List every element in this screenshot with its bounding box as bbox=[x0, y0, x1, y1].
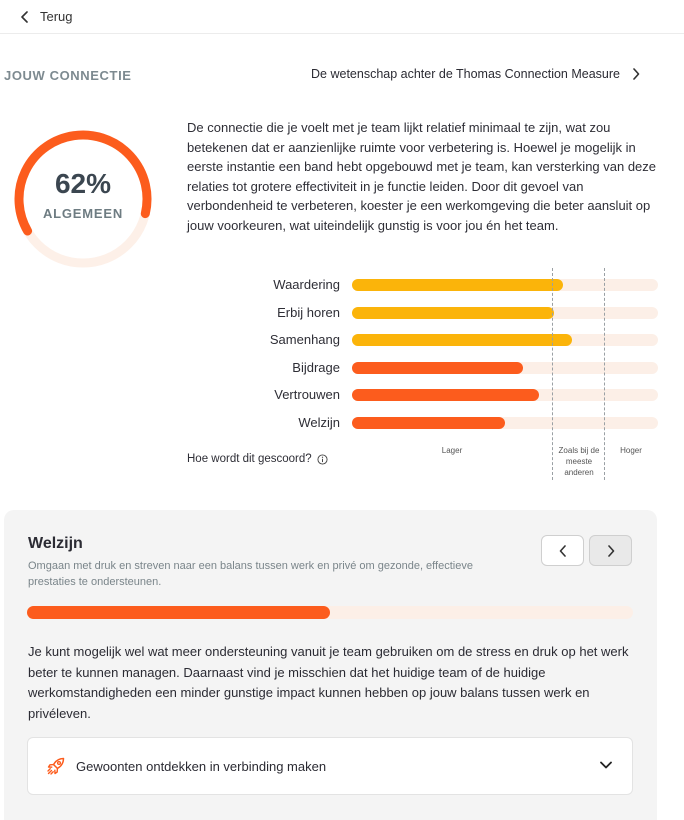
chevron-down-icon bbox=[600, 761, 612, 769]
dimension-label: Bijdrage bbox=[292, 359, 340, 375]
science-link-label: De wetenschap achter de Thomas Connection Measure bbox=[311, 67, 620, 81]
dimension-row bbox=[180, 358, 660, 378]
back-label: Terug bbox=[40, 9, 73, 24]
previous-button[interactable] bbox=[541, 535, 584, 566]
dimension-track bbox=[352, 307, 658, 319]
dimension-track bbox=[352, 417, 658, 429]
dimension-label: Samenhang bbox=[269, 332, 340, 347]
detail-body: Je kunt mogelijk wel wat meer ondersteuning vanuit je team gebruiken om de stress en druk op het werk beter te kunnen managen. Daarnaast vind je misschien dat het huidige team of de huidige werkomstandigheden een minder gunstige impact kunnen hebben op jouw balans tussen werk en privéleven. bbox=[28, 644, 629, 721]
dimension-row bbox=[180, 303, 660, 323]
dimension-row bbox=[180, 330, 660, 350]
dimension-row bbox=[180, 385, 660, 405]
dimension-fill bbox=[352, 279, 563, 291]
section-title: JOUW CONNECTIE bbox=[4, 68, 132, 83]
scale-mid-line: meeste bbox=[565, 457, 593, 466]
scale-mid bbox=[555, 445, 603, 478]
reference-line-low bbox=[552, 268, 553, 480]
dimension-fill bbox=[352, 334, 572, 346]
detail-title: Welzijn bbox=[28, 535, 83, 552]
how-scored-link[interactable] bbox=[187, 453, 328, 465]
detail-subtitle: Omgaan met druk en streven naar een balans tussen werk en privé om gezonde, effectieve prestaties te ondersteunen. bbox=[28, 560, 473, 588]
intro-text: De connectie die je voelt met je team lijkt relatief minimaal te zijn, wat zou betekenen dat er aanzienlijke ruimte voor verbetering is. Hoewel je mogelijk in eerste instantie een band hebt opgebouwd met je team, kan versterking van deze relaties tot grotere effectiviteit in je functie leiden. Door dit gevoel van verbondenheid te verbeteren, koester je een werkomgeving die beter aansluit op jouw voorkeuren, wat uiteindelijk gunstig is voor jou én het team. bbox=[187, 120, 657, 233]
dimension-fill bbox=[352, 307, 554, 319]
next-button[interactable] bbox=[589, 535, 632, 566]
back-link[interactable] bbox=[20, 9, 73, 24]
dimension-row bbox=[180, 275, 660, 295]
top-bar bbox=[0, 0, 684, 34]
info-icon bbox=[317, 454, 328, 465]
reference-line-high bbox=[604, 268, 605, 480]
overall-caption: ALGEMEEN bbox=[42, 206, 124, 221]
dimension-track bbox=[352, 279, 658, 291]
science-link[interactable] bbox=[311, 67, 640, 81]
detail-progress-track bbox=[27, 606, 633, 619]
dimension-fill bbox=[352, 389, 539, 401]
dimension-label: Welzijn bbox=[298, 414, 340, 430]
rocket-icon bbox=[46, 756, 66, 776]
overall-value: 62% bbox=[54, 168, 112, 199]
dimension-fill bbox=[352, 362, 523, 374]
dimension-track bbox=[352, 334, 658, 346]
scale-mid-line: anderen bbox=[564, 468, 594, 477]
dimension-label: Waardering bbox=[273, 277, 340, 292]
dimension-track bbox=[352, 362, 658, 374]
scale-low: Lager bbox=[441, 446, 463, 455]
dimension-row bbox=[180, 413, 660, 433]
chevron-right-icon bbox=[632, 68, 640, 80]
detail-progress-fill bbox=[27, 606, 330, 619]
dimension-label: Erbij horen bbox=[277, 304, 340, 320]
accordion-label: Gewoonten ontdekken in verbinding maken bbox=[76, 759, 327, 774]
dimension-track bbox=[352, 389, 658, 401]
how-scored-label: Hoe wordt dit gescoord? bbox=[187, 453, 312, 465]
dimension-fill bbox=[352, 417, 505, 429]
scale-high: Hoger bbox=[620, 446, 642, 455]
scale-mid-line: Zoals bij de bbox=[558, 446, 600, 455]
habits-accordion[interactable] bbox=[27, 737, 633, 795]
dimension-label: Vertrouwen bbox=[274, 387, 340, 402]
chevron-left-icon bbox=[559, 545, 567, 557]
detail-card bbox=[4, 510, 657, 820]
chevron-left-icon bbox=[20, 11, 30, 23]
chevron-right-icon bbox=[607, 545, 615, 557]
